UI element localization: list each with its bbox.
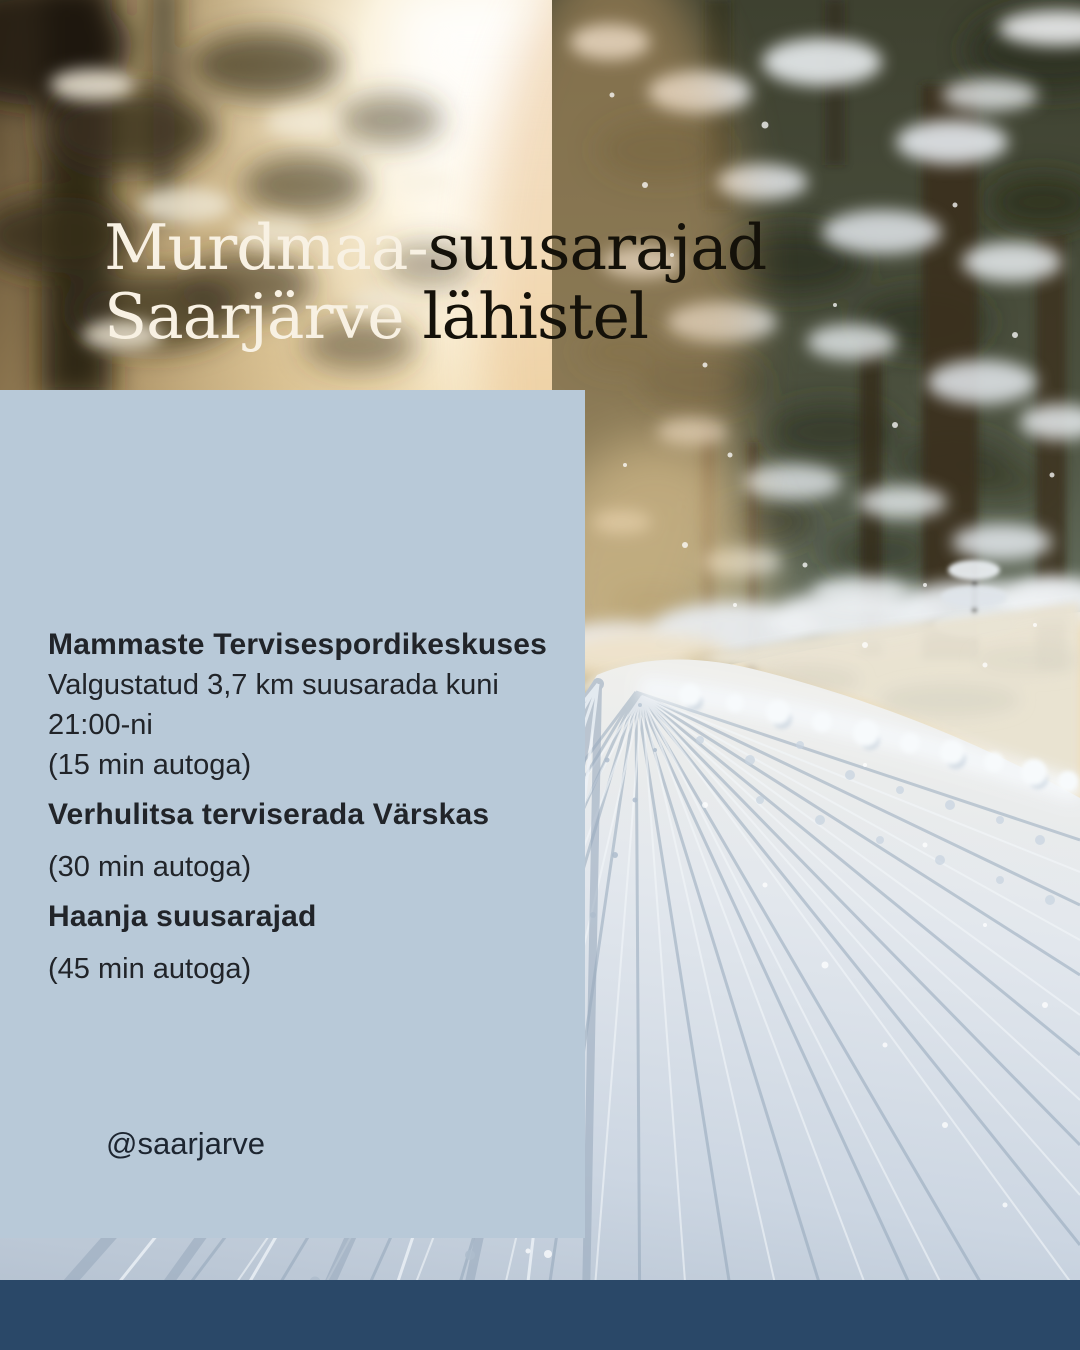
footer-bar: [0, 1280, 1080, 1350]
trail-detail: 21:00-ni: [48, 709, 153, 741]
trail-detail: (30 min autoga): [48, 851, 252, 883]
trail-list: [48, 625, 547, 999]
trail-name: Mammaste Tervisespordikeskuses: [48, 628, 548, 661]
account-handle: @saarjarve: [106, 1126, 265, 1161]
trail-detail: (45 min autoga): [48, 953, 252, 985]
title-line2-dark: lähistel: [422, 280, 649, 353]
trail-item: [48, 897, 547, 989]
trail-name: Verhulitsa terviserada Värskas: [48, 798, 490, 831]
title-line-1: [104, 213, 766, 282]
title-line-2: [104, 282, 766, 351]
title-line1-dark: suusarajad: [427, 211, 767, 284]
trail-item: [48, 625, 547, 785]
post-title: [104, 213, 766, 351]
trail-item: [48, 795, 547, 887]
title-line2-light: Saarjärve: [104, 280, 404, 353]
trail-name: Haanja suusarajad: [48, 900, 317, 933]
info-panel: [0, 390, 585, 1238]
trail-detail: Valgustatud 3,7 km suusarada kuni: [48, 669, 499, 701]
trail-detail: (15 min autoga): [48, 749, 252, 781]
title-line1-light: Murdmaa-: [104, 211, 428, 284]
